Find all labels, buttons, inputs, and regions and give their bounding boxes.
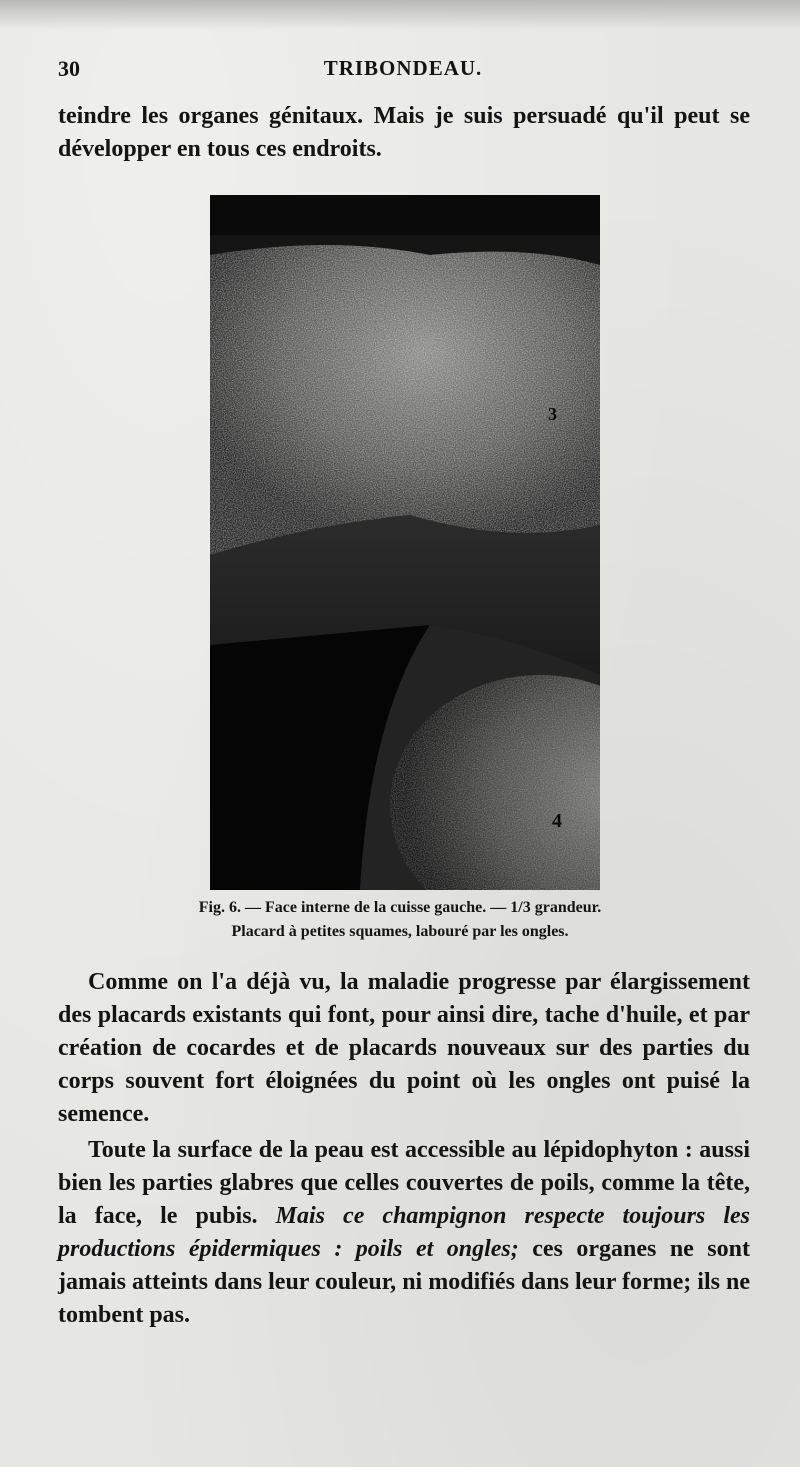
page-number: 30	[58, 56, 80, 81]
figure-photograph	[210, 195, 600, 890]
page-header	[58, 56, 748, 90]
figure-marker-4: 4	[552, 810, 562, 832]
running-head: TRIBONDEAU.	[323, 56, 483, 80]
paragraph-surface-italic: Mais ce champignon respecte toujours les productions épidermiques : poils et ongles;	[58, 1203, 750, 1262]
paragraph-progression: Comme on l'a déjà vu, la maladie progresse par élargissement des placards existants qui font, pour ainsi dire, tache d'huile, et par création de cocardes et de placards nouveaux sur des parties du corps souvent fort éloignées du point où les ongles ont puisé la semence.	[58, 969, 750, 1127]
paragraph-surface-end: ces organes ne sont jamais atteints dans leur couleur, ni modifiés dans leur forme; ils ne tombent pas.	[58, 1236, 750, 1328]
page-top-shadow	[0, 0, 800, 30]
figure-caption-line-1: Fig. 6. — Face interne de la cuisse gauche. — 1/3 grandeur.	[198, 899, 602, 916]
paragraph-surface	[58, 1134, 750, 1332]
figure-caption-line-2: Placard à petites squames, labouré par les ongles.	[231, 923, 569, 940]
paragraph-surface-start: Toute la surface de la peau est accessible au lépidophyton : aussi bien les parties glabres que celles couvertes de poils, comme la tête, la face, le pubis.	[58, 1137, 750, 1229]
figure-marker-3: 3	[548, 404, 557, 424]
paragraph-intro: teindre les organes génitaux. Mais je suis persuadé qu'il peut se développer en tous ces endroits.	[58, 103, 750, 162]
